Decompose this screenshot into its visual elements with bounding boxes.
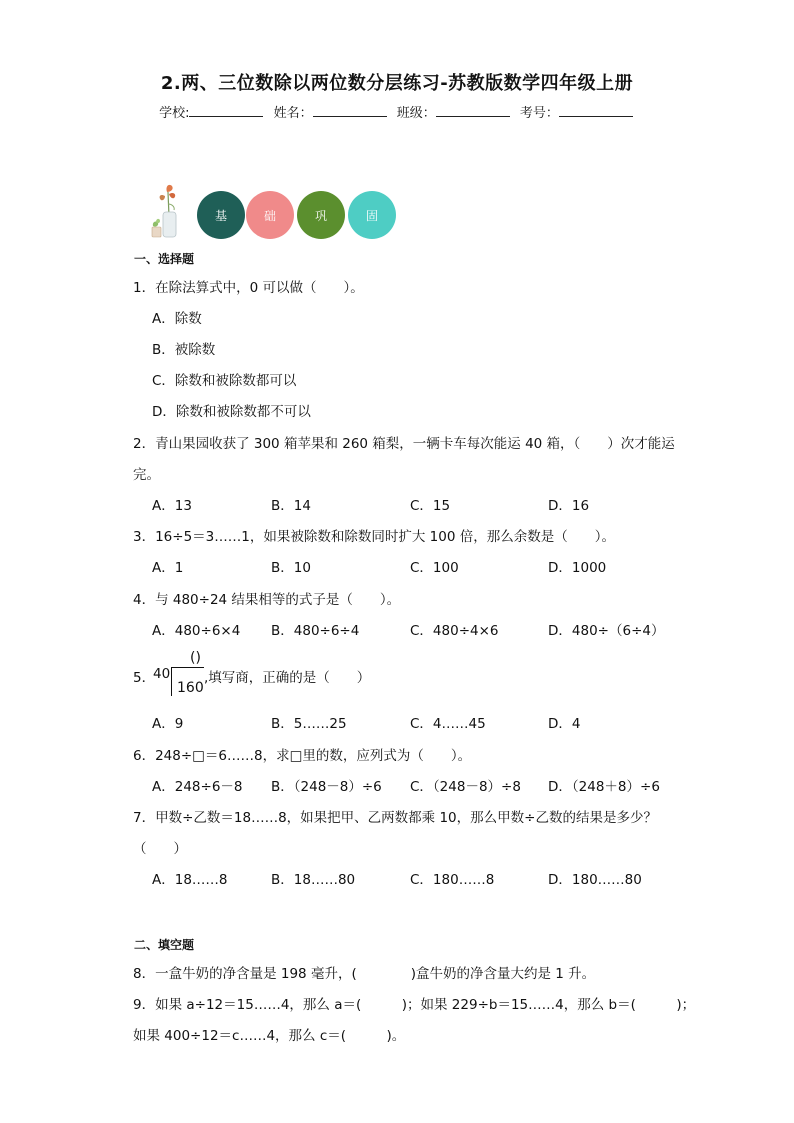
question-3: 3．16÷5＝3……1，如果被除数和除数同时扩大 100 倍，那么余数是（ ）。: [133, 529, 615, 545]
student-info-line: [0, 102, 794, 121]
q3-option-a[interactable]: A．1: [152, 560, 184, 576]
q5-option-d[interactable]: D．4: [548, 716, 581, 732]
q1-option-c[interactable]: C．除数和被除数都可以: [152, 373, 297, 389]
question-5-number: 5．: [133, 670, 156, 686]
q2-option-a[interactable]: A．13: [152, 498, 192, 514]
question-2-line1: 2．青山果园收获了 300 箱苹果和 260 箱梨，一辆卡车每次能运 40 箱，（ ）次才能运: [133, 436, 675, 452]
q3-option-b[interactable]: B．10: [271, 560, 311, 576]
question-7-line2: （ ）: [133, 841, 187, 857]
q6-option-d[interactable]: D．（248＋8）÷6: [548, 779, 660, 795]
q7-option-a[interactable]: A．18……8: [152, 872, 228, 888]
q4-option-b[interactable]: B．480÷6÷4: [271, 623, 360, 639]
q5-division-bar: [172, 667, 204, 668]
q2-option-d[interactable]: D．16: [548, 498, 590, 514]
q5-option-c[interactable]: C．4……45: [410, 716, 486, 732]
number-label: 考号：: [519, 106, 559, 121]
q7-option-b[interactable]: B．18……80: [271, 872, 356, 888]
q4-option-d[interactable]: D．480÷（6÷4）: [548, 623, 665, 639]
q5-option-a[interactable]: A．9: [152, 716, 184, 732]
question-2-line2: 完。: [133, 467, 160, 483]
school-label: 学校:: [159, 106, 190, 121]
badge-circle-1: [197, 191, 245, 239]
question-7-line1: 7．甲数÷乙数＝18……8，如果把甲、乙两数都乘 10，那么甲数÷乙数的结果是多少？: [133, 810, 657, 826]
q1-option-d[interactable]: D．除数和被除数都不可以: [152, 404, 311, 420]
section-heading-fill: 二、填空题: [134, 938, 195, 952]
q4-option-a[interactable]: A．480÷6×4: [152, 623, 241, 639]
q3-option-d[interactable]: D．1000: [548, 560, 607, 576]
question-9-line1[interactable]: 9．如果 a÷12＝15……4，那么 a＝( )；如果 229÷b＝15……4，那么 b＝( )；: [133, 997, 696, 1013]
q2-option-b[interactable]: B．14: [271, 498, 311, 514]
q6-option-c[interactable]: C．（248－8）÷8: [410, 779, 521, 795]
class-blank[interactable]: [436, 104, 510, 117]
school-blank[interactable]: [189, 104, 263, 117]
q3-option-c[interactable]: C．100: [410, 560, 459, 576]
name-blank[interactable]: [313, 104, 387, 117]
class-label: 班级：: [396, 106, 436, 121]
badge-char-4: 固: [365, 208, 378, 223]
question-9-line2[interactable]: 如果 400÷12＝c……4，那么 c＝( )。: [133, 1028, 406, 1044]
q5-quotient: (): [190, 650, 201, 666]
q1-option-a[interactable]: A．除数: [152, 311, 202, 327]
section-heading-choice: 一、选择题: [134, 252, 195, 266]
q7-option-d[interactable]: D．180……80: [548, 872, 642, 888]
question-8[interactable]: 8．一盒牛奶的净含量是 198 毫升，( )盒牛奶的净含量大约是 1 升。: [133, 966, 596, 982]
q6-option-a[interactable]: A．248÷6－8: [152, 779, 243, 795]
badge-circle-4: [348, 191, 396, 239]
q1-option-b[interactable]: B．被除数: [152, 342, 216, 358]
q5-divisor: 40: [153, 666, 171, 682]
q5-option-b[interactable]: B．5……25: [271, 716, 347, 732]
q7-option-c[interactable]: C．180……8: [410, 872, 495, 888]
badge-char-2: 础: [263, 208, 276, 223]
q2-option-c[interactable]: C．15: [410, 498, 451, 514]
badge-char-3: 巩: [314, 208, 327, 223]
question-6: 6．248÷□＝6……8，求□里的数，应列式为（ ）。: [133, 748, 472, 764]
q5-dividend: 160: [177, 680, 204, 696]
q6-option-b[interactable]: B．（248－8）÷6: [271, 779, 382, 795]
q4-option-c[interactable]: C．480÷4×6: [410, 623, 499, 639]
q5-division-bracket: [171, 667, 172, 696]
plant-vase-icon: [150, 182, 186, 240]
question-5-text: ,填写商，正确的是（ ）: [204, 670, 371, 686]
badge-circle-2: [246, 191, 294, 239]
question-1: 1．在除法算式中，0 可以做（ ）。: [133, 280, 364, 296]
badge-char-1: 基: [214, 208, 227, 223]
number-blank[interactable]: [559, 104, 633, 117]
name-label: 姓名：: [273, 106, 313, 121]
badge-circle-3: [297, 191, 345, 239]
page-title: 2.两、三位数除以两位数分层练习-苏教版数学四年级上册: [160, 73, 634, 94]
question-4: 4．与 480÷24 结果相等的式子是（ ）。: [133, 592, 401, 608]
